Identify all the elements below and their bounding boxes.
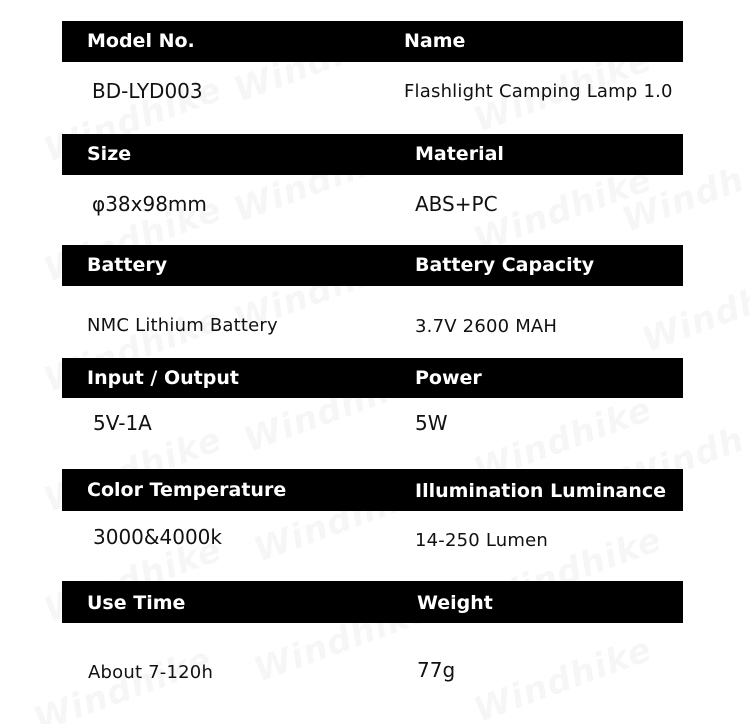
spec-header-bar (62, 469, 683, 511)
spec-value-color-temperature: 3000&4000k (93, 525, 222, 549)
spec-value-input-output: 5V-1A (93, 411, 152, 435)
spec-header-bar (62, 21, 683, 62)
watermark-logo (637, 280, 750, 361)
spec-label-material: Material (415, 143, 504, 165)
spec-label-input-output: Input / Output (87, 367, 239, 389)
spec-value-battery-capacity: 3.7V 2600 MAH (415, 316, 558, 337)
spec-value-use-time: About 7-120h (88, 662, 214, 683)
watermark-logo (469, 629, 657, 724)
spec-value-name: Flashlight Camping Lamp 1.0 (404, 81, 673, 102)
spec-label-size: Size (87, 143, 132, 165)
spec-label-use-time: Use Time (87, 592, 186, 614)
spec-value-power: 5W (415, 411, 448, 435)
spec-header-bar (62, 245, 683, 286)
spec-header-bar (62, 358, 683, 398)
spec-label-name: Name (404, 30, 466, 52)
spec-value-material: ABS+PC (415, 192, 498, 216)
spec-label-model-no: Model No. (87, 30, 195, 52)
spec-header-bar (62, 581, 683, 623)
spec-label-battery-capacity: Battery Capacity (415, 254, 595, 276)
spec-label-power: Power (415, 367, 482, 389)
spec-label-weight: Weight (417, 592, 493, 614)
spec-value-battery: NMC Lithium Battery (87, 315, 278, 336)
spec-value-weight: 77g (417, 658, 456, 682)
spec-label-color-temperature: Color Temperature (87, 479, 287, 501)
spec-value-model-no: BD-LYD003 (92, 79, 203, 103)
spec-value-size: φ38x98mm (92, 192, 207, 216)
spec-header-bar (62, 134, 683, 175)
spec-label-battery: Battery (87, 254, 168, 276)
spec-label-illumination-luminance: Illumination Luminance (415, 480, 667, 502)
spec-value-illumination-luminance: 14-250 Lumen (415, 530, 549, 551)
